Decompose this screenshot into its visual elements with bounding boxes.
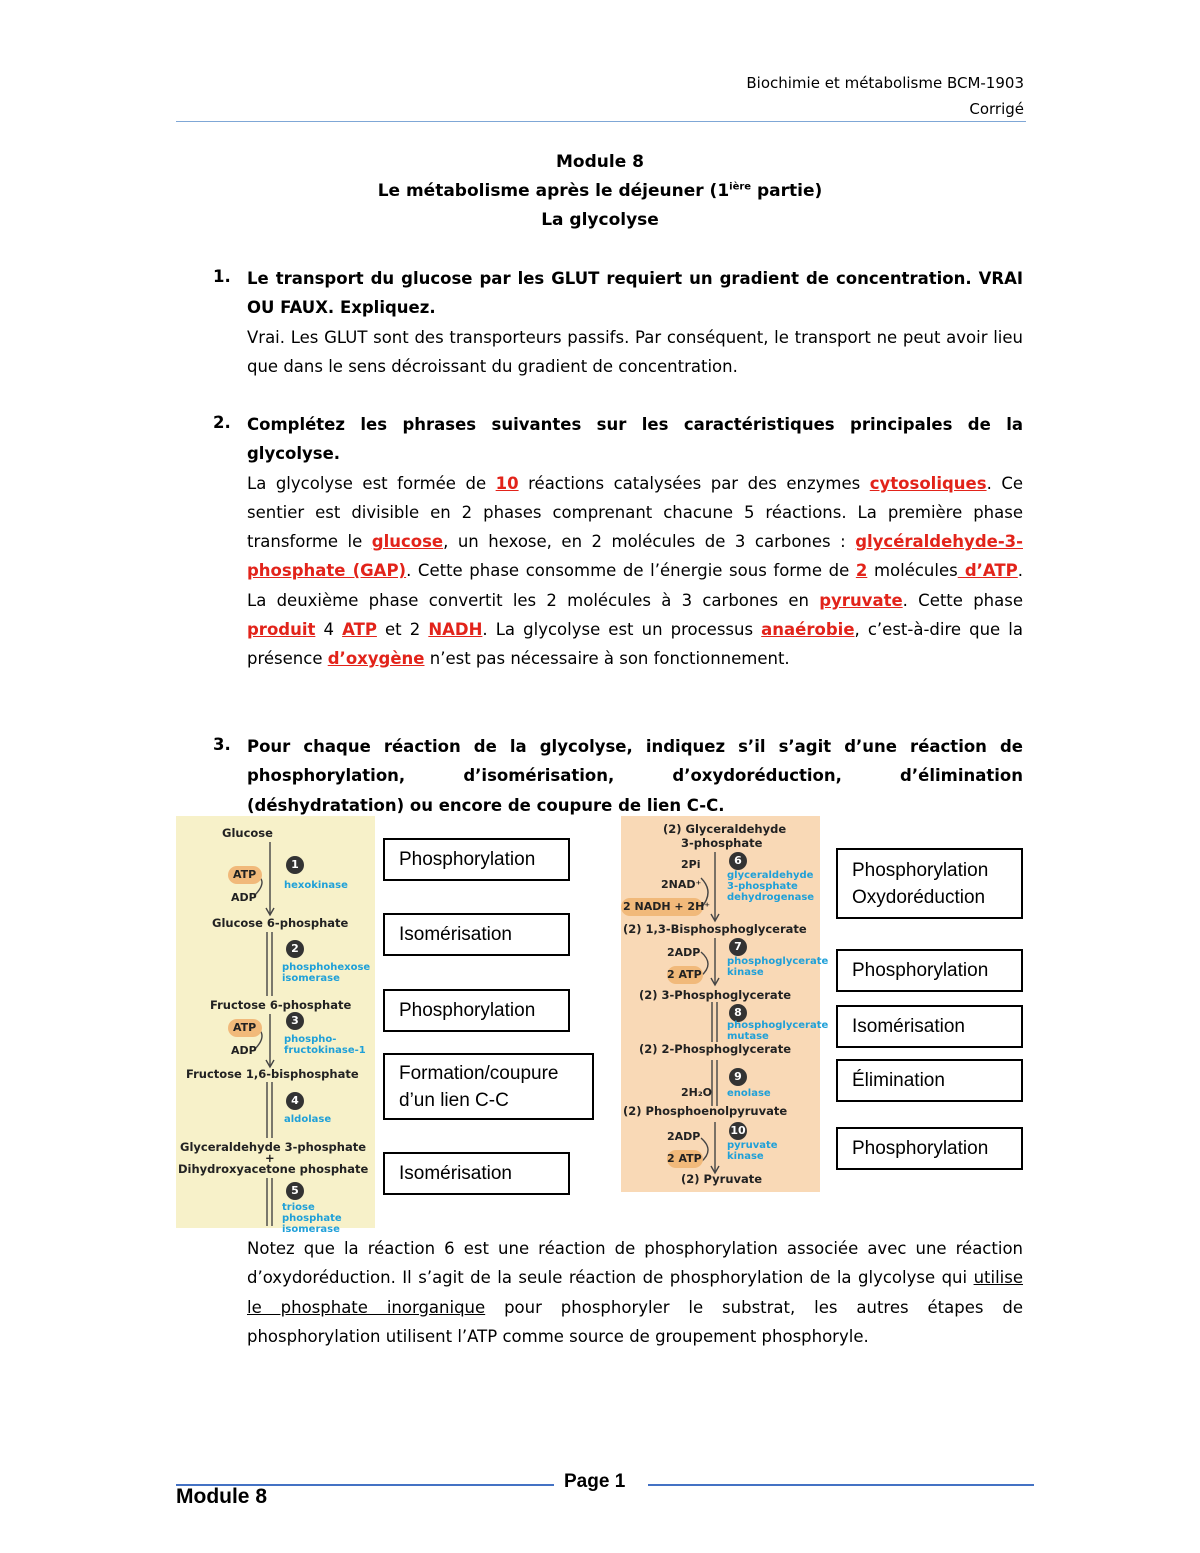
step-number: 3 (286, 1012, 304, 1030)
q1-question: Le transport du glucose par les GLUT requiert un gradient de concentration. VRAI OU FAUX. Expliquez. (247, 269, 1023, 318)
compound-label: (2) 3-Phosphoglycerate (639, 988, 791, 1002)
step-number: 7 (729, 938, 747, 956)
fill-blank: glucose (371, 532, 444, 552)
step-number: 5 (286, 1182, 304, 1200)
step-number: 8 (729, 1004, 747, 1022)
enzyme-label: phosphoglycerate mutase (727, 1020, 829, 1042)
enzyme-label: glyceraldehyde 3-phosphate dehydrogenase (727, 870, 815, 903)
cofactor-label: 2Pi (681, 858, 701, 871)
answer-box-3: Phosphorylation (383, 989, 570, 1032)
compound-label: Glucose (222, 826, 273, 840)
page-subtitle: La glycolyse (541, 210, 659, 230)
compound-label: (2) 2-Phosphoglycerate (639, 1042, 791, 1056)
q1-number: 1. (213, 267, 231, 286)
q1-block (247, 264, 1023, 381)
q2-answer: La glycolyse est formée de 10 réactions catalysées par des enzymes cytosoliques. Ce sentier est divisible en 2 phases comprenant chacune 5 réactions. La première phase transforme le glucose, un hexose, en 2 molécules de 3 carbones : glycéraldehyde-3-phosphate (GAP). Cette phase consomme de l’énergie sous forme de 2 molécules d’ATP. La deuxième phase convertit les 2 molécules à 3 carbones en pyruvate. Cette phase produit 4 ATP et 2 NADH. La glycolyse est un processus anaérobie, c’est-à-dire que la présence d’oxygène n’est pas nécessaire à son fonctionnement. (247, 473, 1024, 669)
footer-rule-right (648, 1484, 1034, 1486)
step-number: 6 (729, 852, 747, 870)
answer-box-2: Isomérisation (383, 913, 570, 956)
answer-box-8: Isomérisation (836, 1005, 1023, 1048)
cofactor-label: 2NAD⁺ (661, 878, 702, 891)
cofactor-label: 2H₂O (681, 1086, 713, 1099)
compound-label: (2) Glyceraldehyde (663, 822, 787, 836)
enzyme-label: phospho- fructokinase-1 (284, 1034, 366, 1056)
header-course: Biochimie et métabolisme BCM-1903 (746, 74, 1024, 92)
cofactor-label: 2 NADH + 2H⁺ (623, 900, 711, 913)
enzyme-label: phosphoglycerate kinase (727, 956, 829, 978)
footer-module: Module 8 (176, 1485, 268, 1508)
page-title: Le métabolisme après le déjeuner ($1^{ière}$ partie) (377, 181, 823, 201)
answer-box-1: Phosphorylation (383, 838, 570, 881)
cofactor-label: 2ADP (667, 946, 701, 959)
cofactor-label: ADP (231, 1044, 257, 1057)
step-number: 9 (729, 1068, 747, 1086)
fill-blank: pyruvate (819, 590, 903, 610)
fill-blank: d’ATP (957, 561, 1018, 581)
enzyme-label: triose phosphate isomerase (282, 1202, 342, 1235)
enzyme-label: aldolase (284, 1114, 332, 1125)
underlined-text: utilise le phosphate inorganique (247, 1268, 1023, 1317)
fill-blank: anaérobie (761, 620, 855, 640)
q2-question: Complétez les phrases suivantes sur les caractéristiques principales de la glycolyse. (247, 415, 1023, 464)
compound-label: Fructose 6-phosphate (210, 998, 352, 1012)
q3-number: 3. (213, 735, 231, 754)
answer-box-9: Élimination (836, 1059, 1023, 1102)
enzyme-label: hexokinase (284, 880, 348, 891)
cofactor-label: 2ADP (667, 1130, 701, 1143)
fill-blank: NADH (428, 620, 483, 640)
compound-label: + (265, 1151, 275, 1165)
q3-note: Notez que la réaction 6 est une réaction de phosphorylation associée avec une réaction d’oxydoréduction. Il s’agit de la seule réaction de phosphorylation de la glycolyse qui utilise le phosphate inorganique pour phosphoryler le substrat, les autres étapes de phosphorylation utilisent l’ATP comme source de groupement phosphoryle. (247, 1239, 1023, 1346)
fill-blank: d’oxygène (327, 649, 425, 669)
cofactor-label: 2 ATP (667, 1152, 702, 1165)
answer-box-4: Formation/coupure d’un lien C-C (383, 1053, 594, 1120)
answer-box-10: Phosphorylation (836, 1127, 1023, 1170)
fill-blank: glycéraldehyde-3-phosphate (GAP) (247, 532, 1023, 581)
compound-label: (2) 1,3-Bisphosphoglycerate (623, 922, 807, 936)
enzyme-label: pyruvate kinase (727, 1140, 778, 1162)
fill-blank: 2 (855, 561, 868, 581)
fill-blank: produit (247, 620, 316, 640)
fill-blank: ATP (342, 620, 377, 640)
step-number: 1 (286, 856, 304, 874)
cofactor-label: ADP (231, 891, 257, 904)
fill-blank: cytosoliques (869, 473, 987, 493)
glycolysis-diagram-right (621, 816, 829, 1192)
cofactor-label: ATP (233, 1021, 257, 1034)
page-number: Page 1 (564, 1471, 626, 1492)
q2-block (247, 410, 1023, 674)
answer-box-7: Phosphorylation (836, 949, 1023, 992)
step-number: 2 (286, 940, 304, 958)
compound-label: (2) Pyruvate (681, 1172, 763, 1186)
glycolysis-diagram-left (176, 816, 375, 1235)
enzyme-label: phosphohexose isomerase (282, 962, 371, 984)
header-rule (176, 121, 1026, 122)
answer-box-6: Phosphorylation Oxydoréduction (836, 848, 1023, 919)
cofactor-label: ATP (233, 868, 257, 881)
compound-label: 3-phosphate (681, 836, 763, 850)
q1-answer: Vrai. Les GLUT sont des transporteurs passifs. Par conséquent, le transport ne peut avoir lieu que dans le sens décroissant du gradient de concentration. (247, 327, 1023, 376)
q2-number: 2. (213, 413, 231, 432)
step-number: 4 (286, 1092, 304, 1110)
compound-label: Fructose 1,6-bisphosphate (186, 1067, 359, 1081)
module-title: Module 8 (556, 152, 644, 172)
header-doc-type: Corrigé (969, 100, 1024, 118)
cofactor-label: 2 ATP (667, 968, 702, 981)
fill-blank: 10 (495, 473, 519, 493)
compound-label: Glucose 6-phosphate (212, 916, 349, 930)
compound-label: (2) Phosphoenolpyruvate (623, 1104, 788, 1118)
step-number: 10 (729, 1122, 747, 1140)
compound-label: Dihydroxyacetone phosphate (178, 1162, 369, 1176)
answer-box-5: Isomérisation (383, 1152, 570, 1195)
enzyme-label: enolase (727, 1088, 771, 1099)
q3-question: Pour chaque réaction de la glycolyse, indiquez s’il s’agit d’une réaction de phosphorylation, d’isomérisation, d’oxydoréduction, d’élimination (déshydratation) ou encore de coupure de lien C-C. (247, 737, 1023, 815)
compound-label: Glyceraldehyde 3-phosphate (180, 1140, 367, 1154)
